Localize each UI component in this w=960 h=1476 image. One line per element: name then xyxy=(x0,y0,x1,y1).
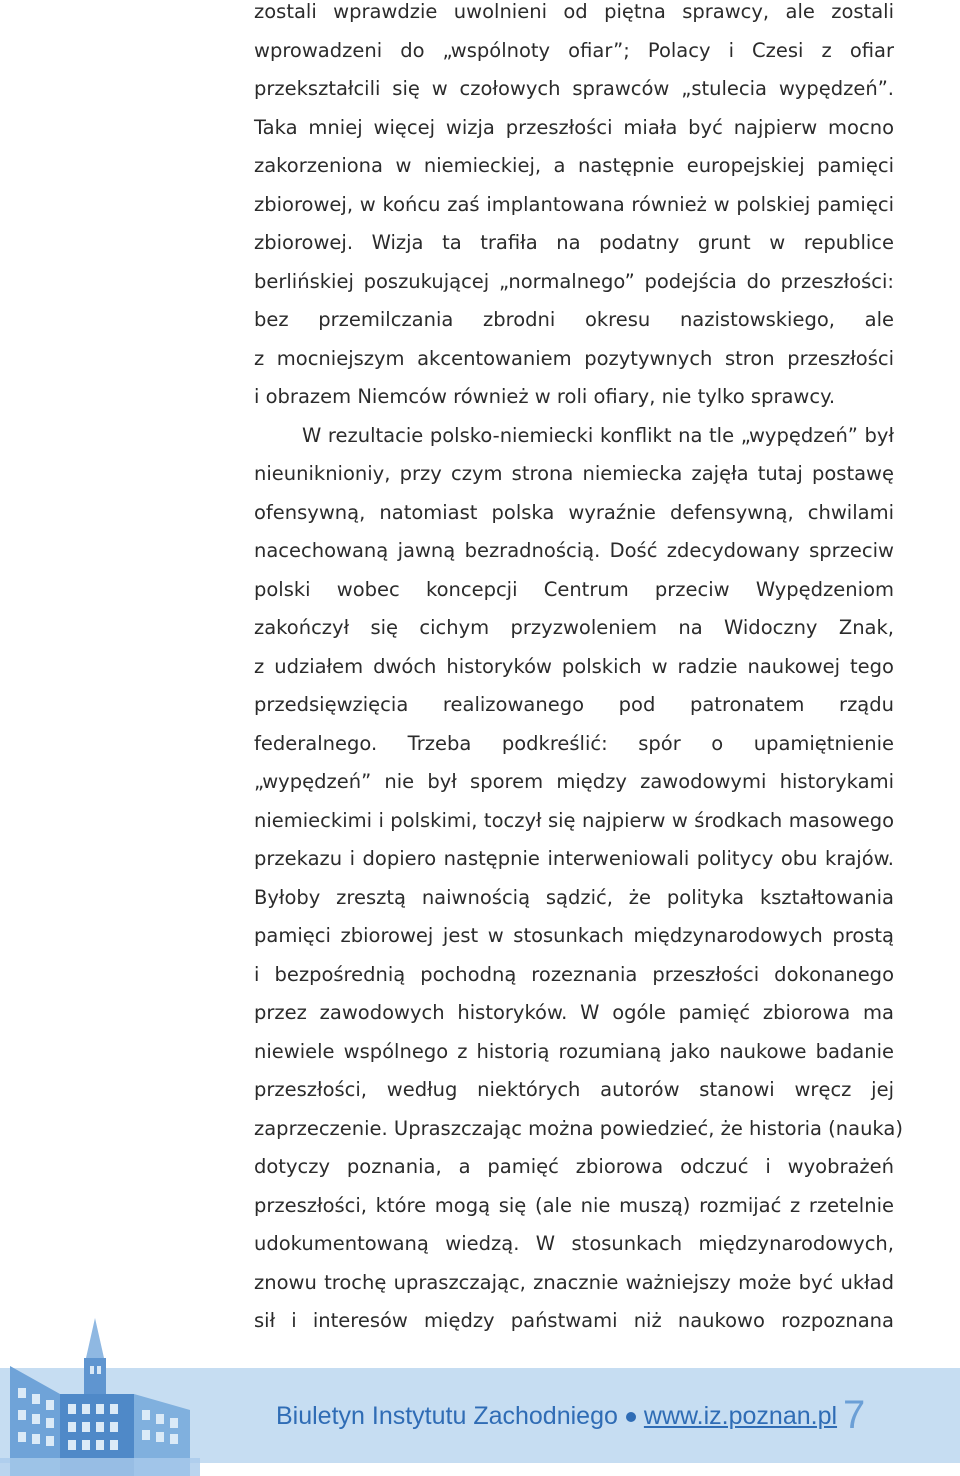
page-number: 7 xyxy=(843,1393,866,1437)
text-line: udokumentowaną wiedzą. W stosunkach międzynarodowych, xyxy=(254,1232,894,1255)
text-line: przekazu i dopiero następnie interweniowali politycy obu krajów. xyxy=(254,847,894,870)
text-line: sił i interesów między państwami niż naukowo rozpoznana xyxy=(254,1309,894,1332)
text-line: dotyczy poznania, a pamięć zbiorowa odczuć i wyobrażeń xyxy=(254,1155,894,1178)
text-line: przedsięwzięcia realizowanego pod patronatem rządu xyxy=(254,693,894,716)
article-body xyxy=(254,0,903,1341)
text-line: Taka mniej więcej wizja przeszłości miała być najpierw mocno xyxy=(254,115,894,139)
text-line: nacechowaną jawną bezradnością. Dość zdecydowany sprzeciw xyxy=(254,539,894,562)
paragraph-start-line: W rezultacie polsko-niemiecki konflikt na tle „wypędzeń” był xyxy=(302,423,894,447)
text-line: i obrazem Niemców również w roli ofiary, nie tylko sprawcy. xyxy=(254,385,836,408)
text-line: Byłoby zresztą naiwnością sądzić, że polityka kształtowania xyxy=(254,885,894,909)
text-line: polski wobec koncepcji Centrum przeciw Wypędzeniom xyxy=(254,577,894,601)
text-line: federalnego. Trzeba podkreślić: spór o upamiętnienie xyxy=(254,731,894,755)
text-line: berlińskiej poszukującej „normalnego” podejścia do przeszłości: xyxy=(254,269,894,293)
footer xyxy=(276,1392,865,1439)
text-line: przeszłości, które mogą się (ale nie muszą) rozmijać z rzetelnie xyxy=(254,1193,894,1217)
text-line: pamięci zbiorowej jest w stosunkach międzynarodowych prostą xyxy=(254,924,894,947)
text-line: wprowadzeni do „wspólnoty ofiar”; Polacy i Czesi z ofiar xyxy=(254,38,894,62)
bullet-icon xyxy=(626,1412,636,1422)
text-line: zostali wprawdzie uwolnieni od piętna sprawcy, ale zostali xyxy=(254,0,894,23)
text-line: z udziałem dwóch historyków polskich w radzie naukowej tego xyxy=(254,654,894,678)
text-line: zbiorowej, w końcu zaś implantowana również w polskiej pamięci xyxy=(254,192,894,216)
text-line: zbiorowej. Wizja ta trafiła na podatny grunt w republice xyxy=(254,231,894,254)
text-line: i bezpośrednią pochodną rozeznania przeszłości dokonanego xyxy=(254,962,894,986)
website-link[interactable]: www.iz.poznan.pl xyxy=(643,1402,838,1430)
text-line: znowu trochę upraszczając, znacznie ważniejszy może być układ xyxy=(254,1270,894,1294)
text-line: przez zawodowych historyków. W ogóle pamięć zbiorowa ma xyxy=(254,1001,894,1024)
text-line: bez przemilczania zbrodni okresu nazistowskiego, ale xyxy=(254,308,894,331)
text-line: przeszłości, według niektórych autorów stanowi wręcz jej xyxy=(254,1078,894,1101)
text-line: nieuniknioniy, przy czym strona niemiecka zajęła tutaj postawę xyxy=(254,462,894,485)
text-line: niewiele wspólnego z historią rozumianą jako naukowe badanie xyxy=(254,1039,894,1063)
text-line: zakończył się cichym przyzwoleniem na Widoczny Znak, xyxy=(254,616,894,639)
publication-title: Biuletyn Instytutu Zachodniego xyxy=(276,1402,618,1430)
institute-building-logo-icon xyxy=(0,1318,200,1476)
text-line: ofensywną, natomiast polska wyraźnie defensywną, chwilami xyxy=(254,500,894,524)
text-line: przekształcili się w czołowych sprawców „stulecia wypędzeń”. xyxy=(254,77,894,100)
text-line: niemieckimi i polskimi, toczył się najpierw w środkach masowego xyxy=(254,808,894,832)
text-line: „wypędzeń” nie był sporem między zawodowymi historykami xyxy=(254,770,894,793)
text-line: z mocniejszym akcentowaniem pozytywnych stron przeszłości xyxy=(254,346,894,370)
text-line: zakorzeniona w niemieckiej, a następnie europejskiej pamięci xyxy=(254,154,894,177)
text-line: zaprzeczenie. Upraszczając można powiedzieć, że historia (nauka) xyxy=(254,1116,903,1140)
